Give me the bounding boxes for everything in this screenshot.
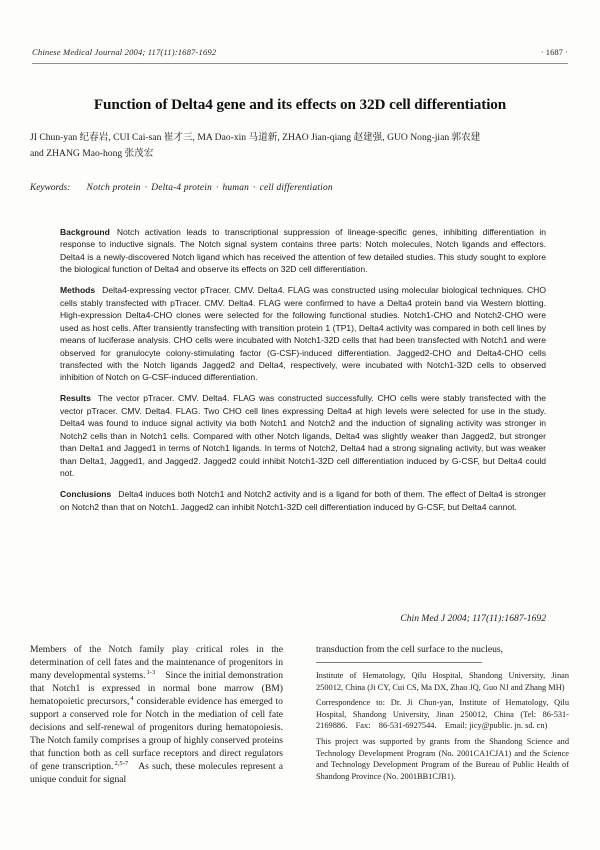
article-title: Function of Delta4 gene and its effects on 32D cell differentiation [93,96,507,113]
abstract-section [60,226,546,276]
keyword-item: Notch protein [86,183,141,193]
author-line-2: and ZHANG Mao-hong 张茂宏 [30,148,154,159]
keywords-label: Keywords: [30,183,71,193]
abstract-section-heading: Conclusions [60,489,112,500]
abstract-section [60,488,546,513]
journal-reference: Chinese Medical Journal 2004; 117(11):1687-1692 [32,47,217,57]
keyword-item: human [222,183,250,193]
abstract-section-heading: Methods [60,285,96,296]
keywords-row [30,183,570,193]
footnote-block [316,670,569,782]
abstract-section-text: Delta4-expressing vector pTracer. CMV. Delta4. FLAG was constructed using molecular biological techniques. CHO cells stably transfected with pTracer. CMV. Delta4. FLAG were confirmed to have a Delta4 protein band via Western blotting. High-expression Delta4-CHO clones were selected for the following functional studies. Notch1-CHO and Notch2-CHO were used as host cells. After transiently transfecting with transition protein 1 (TP1), Delta4 activity was compared in both cell lines by means of luciferase analysis. CHO cells were incubated with Notch1-32D cells that had been transfected with Notch1 and were observed for granulocyte colony-stimulating factor (G-CSF)-induced differentiation. Jagged2-CHO and Delta4-CHO cells transfected with the Notch ligands Jagged2 and Delta4, respectively, were incubated with Notch1-32D cells to observed inhibition of Notch on G-CSF-induced differentiation. [60,285,546,383]
page-number: · 1687 · [540,47,568,57]
correspondence-note: Correspondence to: Dr. Ji Chun-yan, Institute of Hematology, Qilu Hospital, Shandong University, Jinan 250012, China (Tel: 86-531-2169886. Fax: 86-531-6927544. Email: jicy@public. jn. sd. cn) [316,698,569,731]
abstract-section [60,392,546,479]
self-citation: Chin Med J 2004; 117(11):1687-1692 [400,613,546,624]
author-line-1: JI Chun-yan 纪春岩, CUI Cai-san 崔才三, MA Dao-xin 马道新, ZHAO Jian-qiang 赵建强, GUO Nong-jian 郭农建 [30,132,481,143]
running-head [32,47,568,63]
affiliation-note: Institute of Hematology, Qilu Hospital, Shandong University, Jinan 250012, China (Ji CY, Cui CS, Ma DX, Zhao JQ, Guo NJ and Zhang MH) [316,671,569,692]
body-column-right [316,643,569,782]
abstract [60,226,546,522]
keywords-values [87,183,333,193]
funding-note: This project was supported by grants from the Shandong Science and Technology Development Program (No. 2001CA1CJA1) and the Science and Technology Development Program of the Bureau of Public Health of Shandong Province (No. 2001BB1CJB1). [316,737,569,781]
keyword-separator: · [253,183,256,193]
abstract-section [60,284,546,384]
author-list [30,130,570,162]
header-divider [32,63,568,64]
abstract-section-heading: Results [60,393,91,404]
keyword-item: cell differentiation [259,183,333,193]
keyword-item: Delta-4 protein [151,183,212,193]
abstract-section-text: Delta4 induces both Notch1 and Notch2 activity and is a ligand for both of them. The effect of Delta4 is stronger on Notch2 than that on Notch1. Jagged2 can inhibit Notch1-32D cell differentiation induced by G-CSF, but Delta4 cannot. [60,489,546,512]
footnote-divider [316,662,482,663]
abstract-section-heading: Background [60,227,110,237]
body-continuation: transduction from the cell surface to the nucleus, [316,644,504,655]
body-column-left: Members of the Notch family play critical roles in the determination of cell fates and the maintenance of progenitors in many developmental systems.$^{1-3}$ Since the initial demonstration that Notch1 is expressed in normal bone marrow (BM) hematopoietic precursors,$^4$ considerable evidence has emerged to support a conserved role for Notch in the mediation of cell fate decisions and self-renewal of progenitors during hematopoiesis. The Notch family comprises a group of highly conserved proteins that function both as cell surface receptors and direct regulators of gene transcription.$^{2,5-7}$ As such, these molecules represent a unique conduit for signal [30,644,283,786]
abstract-section-text: Notch activation leads to transcriptional suppression of lineage-specific genes, inhibiting differentiation in response to inductive signals. The Notch signal system contains three parts: Notch molecules, Notch ligands and effectors. Delta4 is a newly-discovered Notch ligand which has received the attention of few detailed studies. This study sought to explore the biological function of Delta4 and observe its effects on 32D cell differentiation. [60,227,546,275]
abstract-section-text: The vector pTracer. CMV. Delta4. FLAG was constructed successfully. CHO cells were stably transfected with the vector pTracer. CMV. Delta4. FLAG. Two CHO cell lines expressing Delta4 at high levels were selected for use in the study. Delta4 was found to induce signal activity via both Notch1 and Notch2 and the induction of signaling activity was stronger in Notch2 cells than in Notch1 cells. Compared with other Notch ligands, Delta4 was slightly weaker than Jagged2, but stronger than Delta1 and Jagged1 in terms of Notch1 ligands. In terms of Notch2, Delta4 had a strong signaling activity, but was weaker than Delta1, Jagged1, and Jagged2. Jagged2 could inhibit Notch1-32D cell differentiation induced by G-CSF, but Delta4 could not. [60,393,546,479]
keyword-separator: · [215,183,219,193]
keyword-separator: · [144,183,148,193]
